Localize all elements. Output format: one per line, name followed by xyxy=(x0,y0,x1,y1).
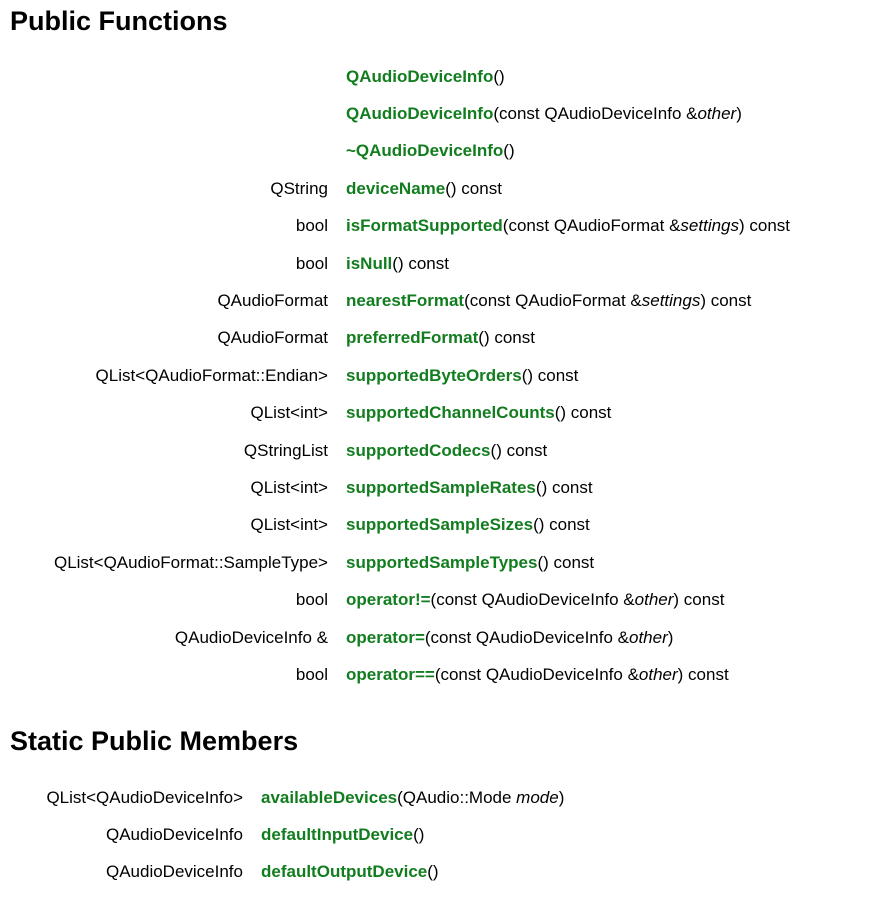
member-row xyxy=(0,58,790,95)
params-suffix: ) const xyxy=(527,365,579,385)
params-prefix: (const QAudioDeviceInfo & xyxy=(430,590,635,610)
function-link[interactable]: nearestFormat xyxy=(346,291,465,311)
return-type: QList<QAudioFormat::SampleType> xyxy=(53,552,328,572)
signature xyxy=(328,245,790,282)
params-prefix: ( xyxy=(478,328,484,348)
function-link[interactable]: isNull xyxy=(346,253,393,273)
param-name: other xyxy=(697,104,737,124)
function-link[interactable]: supportedSampleRates xyxy=(346,477,536,497)
return-type: QList<int> xyxy=(250,515,328,535)
signature xyxy=(328,656,790,693)
function-link[interactable]: QAudioDeviceInfo xyxy=(346,66,494,86)
function-link[interactable]: defaultOutputDevice xyxy=(261,862,428,882)
member-row xyxy=(0,507,790,544)
params-suffix: ) xyxy=(499,66,505,86)
params-prefix: ( xyxy=(537,552,544,572)
params-suffix: ) xyxy=(508,141,515,161)
function-link[interactable]: operator!= xyxy=(346,590,431,610)
return-type: QList<QAudioFormat::Endian> xyxy=(95,365,328,385)
function-link[interactable]: supportedSampleTypes xyxy=(346,552,538,572)
member-row xyxy=(0,95,790,132)
params-suffix: ) const xyxy=(397,253,449,273)
params-suffix: ) const xyxy=(673,590,725,610)
signature xyxy=(328,357,790,394)
member-row xyxy=(0,779,564,816)
signature xyxy=(328,282,790,319)
static-public-members-heading: Static Public Members xyxy=(10,726,299,756)
param-name: mode xyxy=(516,787,559,807)
params-prefix: ( xyxy=(535,477,542,497)
member-row xyxy=(0,469,790,506)
params-prefix: ( xyxy=(445,178,451,198)
param-name: settings xyxy=(641,291,701,311)
params-suffix: ) xyxy=(432,862,439,882)
params-prefix: (const QAudioDeviceInfo & xyxy=(434,664,639,684)
params-suffix: ) const xyxy=(677,664,729,684)
params-prefix: (const QAudioDeviceInfo & xyxy=(493,104,698,124)
function-link[interactable]: deviceName xyxy=(346,178,446,198)
params-suffix: ) xyxy=(558,787,565,807)
member-row xyxy=(0,581,790,618)
signature xyxy=(328,469,790,506)
params-suffix: ) const xyxy=(560,403,612,423)
function-link[interactable]: supportedByteOrders xyxy=(346,365,522,385)
params-prefix: ( xyxy=(533,515,539,535)
signature xyxy=(328,95,790,132)
signature xyxy=(243,816,564,853)
return-type: QString xyxy=(270,178,328,198)
param-name: other xyxy=(634,590,674,610)
params-prefix: ( xyxy=(554,403,561,423)
params-suffix: ) const xyxy=(700,291,752,311)
signature xyxy=(328,544,790,581)
params-prefix: ( xyxy=(413,825,419,845)
signature xyxy=(243,854,564,891)
function-link[interactable]: availableDevices xyxy=(261,787,398,807)
params-suffix: ) const xyxy=(739,216,791,236)
function-link[interactable]: ~QAudioDeviceInfo xyxy=(346,141,504,161)
params-prefix: (const QAudioFormat & xyxy=(502,216,681,236)
member-row xyxy=(0,432,790,469)
function-link[interactable]: supportedChannelCounts xyxy=(346,403,555,423)
function-link[interactable]: QAudioDeviceInfo xyxy=(346,104,494,124)
signature xyxy=(328,320,790,357)
param-name: other xyxy=(638,664,678,684)
function-link[interactable]: operator= xyxy=(346,627,425,647)
function-link[interactable]: isFormatSupported xyxy=(346,216,503,236)
return-type: QAudioDeviceInfo xyxy=(105,862,243,882)
member-row xyxy=(0,245,790,282)
signature xyxy=(328,619,790,656)
static-members-table xyxy=(0,779,564,891)
member-row xyxy=(0,619,790,656)
signature xyxy=(328,208,790,245)
params-suffix: ) const xyxy=(483,328,535,348)
member-row xyxy=(0,208,790,245)
return-type: QAudioFormat xyxy=(217,291,328,311)
function-link[interactable]: operator== xyxy=(346,664,435,684)
public-functions-heading: Public Functions xyxy=(10,6,228,36)
params-prefix: (const QAudioDeviceInfo & xyxy=(424,627,629,647)
function-link[interactable]: supportedCodecs xyxy=(346,440,491,460)
return-type: QList<int> xyxy=(250,403,328,423)
params-suffix: ) xyxy=(418,825,425,845)
params-suffix: ) const xyxy=(450,178,502,198)
return-type xyxy=(0,133,328,170)
return-type: QAudioDeviceInfo & xyxy=(174,627,328,647)
return-type: bool xyxy=(295,253,328,273)
signature xyxy=(328,58,790,95)
public-functions-table xyxy=(0,58,790,694)
return-type: QStringList xyxy=(243,440,328,460)
member-row xyxy=(0,170,790,207)
param-name: settings xyxy=(680,216,740,236)
return-type: bool xyxy=(295,590,328,610)
signature xyxy=(328,395,790,432)
params-prefix: ( xyxy=(427,862,433,882)
params-prefix: ( xyxy=(493,66,500,86)
member-row xyxy=(0,133,790,170)
params-prefix: ( xyxy=(503,141,509,161)
return-type: QList<QAudioDeviceInfo> xyxy=(46,787,243,807)
return-type: QAudioFormat xyxy=(217,328,328,348)
function-link[interactable]: defaultInputDevice xyxy=(261,825,414,845)
params-suffix: ) const xyxy=(543,552,595,572)
params-suffix: ) const xyxy=(541,477,593,497)
function-link[interactable]: preferredFormat xyxy=(346,328,479,348)
params-prefix: ( xyxy=(521,365,528,385)
params-prefix: (QAudio::Mode xyxy=(397,787,517,807)
function-link[interactable]: supportedSampleSizes xyxy=(346,515,534,535)
member-row xyxy=(0,357,790,394)
member-row xyxy=(0,544,790,581)
member-row xyxy=(0,656,790,693)
signature xyxy=(328,581,790,618)
signature xyxy=(328,432,790,469)
params-suffix: ) xyxy=(736,104,742,124)
signature xyxy=(328,133,790,170)
return-type: QAudioDeviceInfo xyxy=(105,825,243,845)
return-type: bool xyxy=(295,664,328,684)
member-row xyxy=(0,320,790,357)
params-prefix: ( xyxy=(392,253,398,273)
signature xyxy=(243,779,564,816)
signature xyxy=(328,507,790,544)
member-row xyxy=(0,395,790,432)
member-row xyxy=(0,282,790,319)
params-suffix: ) const xyxy=(538,515,590,535)
member-row xyxy=(0,816,564,853)
params-suffix: ) const xyxy=(496,440,548,460)
signature xyxy=(328,170,790,207)
return-type xyxy=(0,95,328,132)
param-name: other xyxy=(629,627,668,647)
params-prefix: (const QAudioFormat & xyxy=(464,291,642,311)
return-type: bool xyxy=(295,216,328,236)
params-suffix: ) xyxy=(667,627,674,647)
params-prefix: ( xyxy=(490,440,497,460)
member-row xyxy=(0,854,564,891)
return-type xyxy=(0,58,328,95)
return-type: QList<int> xyxy=(250,477,328,497)
